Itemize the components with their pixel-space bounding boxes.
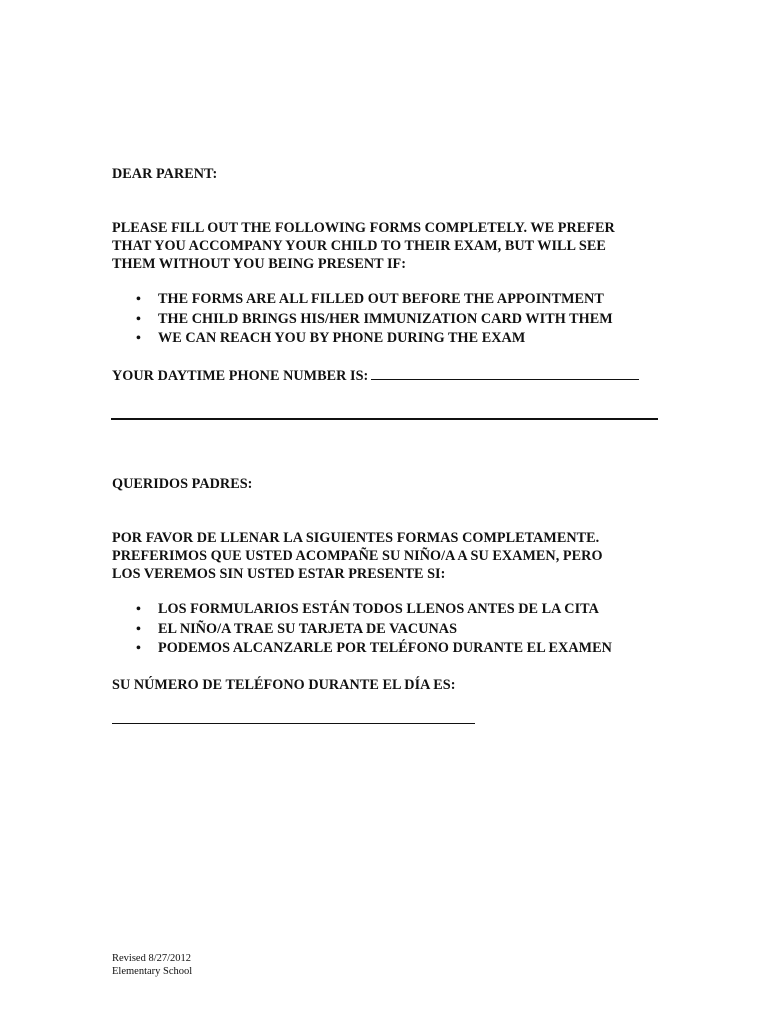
english-intro-line: PLEASE FILL OUT THE FOLLOWING FORMS COMPLETELY. WE PREFER — [112, 220, 615, 236]
english-intro-line: THEM WITHOUT YOU BEING PRESENT IF: — [112, 256, 407, 272]
list-item-text: THE CHILD BRINGS HIS/HER IMMUNIZATION CARD WITH THEM — [158, 310, 613, 327]
revision-date: Revised 8/27/2012 — [112, 953, 192, 964]
english-intro-line: THAT YOU ACCOMPANY YOUR CHILD TO THEIR EXAM, BUT WILL SEE — [112, 238, 606, 254]
list-item — [112, 290, 613, 310]
spanish-intro-line: POR FAVOR DE LLENAR LA SIGUIENTES FORMAS COMPLETAMENTE. — [112, 530, 600, 546]
spanish-intro-line: PREFERIMOS QUE USTED ACOMPAÑE SU NIÑO/A A SU EXAMEN, PERO — [112, 548, 603, 564]
list-item-text: PODEMOS ALCANZARLE POR TELÉFONO DURANTE EL EXAMEN — [158, 640, 612, 656]
spanish-conditions-list — [112, 600, 612, 659]
english-greeting: DEAR PARENT: — [112, 166, 218, 182]
list-item-text: THE FORMS ARE ALL FILLED OUT BEFORE THE APPOINTMENT — [158, 291, 604, 307]
spanish-intro — [112, 529, 672, 583]
bullet-icon: • — [136, 602, 141, 617]
bullet-icon: • — [136, 311, 141, 327]
list-item — [112, 620, 612, 640]
list-item — [112, 310, 613, 330]
spanish-phone-label: SU NÚMERO DE TELÉFONO DURANTE EL DÍA ES: — [112, 677, 456, 693]
list-item-text: LOS FORMULARIOS ESTÁN TODOS LLENOS ANTES DE LA CITA — [158, 601, 599, 617]
footer — [112, 953, 192, 978]
list-item — [112, 600, 612, 620]
english-intro — [112, 219, 672, 273]
list-item-text: WE CAN REACH YOU BY PHONE DURING THE EXAM — [158, 330, 526, 346]
english-phone-row — [112, 365, 639, 385]
list-item — [112, 329, 613, 349]
english-conditions-list — [112, 290, 613, 349]
bullet-icon: • — [136, 331, 141, 346]
phone-number-blank[interactable] — [371, 365, 639, 380]
section-divider — [111, 418, 658, 420]
english-phone-label: YOUR DAYTIME PHONE NUMBER IS: — [112, 368, 369, 384]
bullet-icon: • — [136, 292, 141, 307]
bullet-icon: • — [136, 641, 141, 656]
spanish-greeting: QUERIDOS PADRES: — [112, 476, 253, 492]
bullet-icon: • — [136, 621, 141, 637]
spanish-intro-line: LOS VEREMOS SIN USTED ESTAR PRESENTE SI: — [112, 566, 446, 582]
list-item — [112, 639, 612, 659]
list-item-text: EL NIÑO/A TRAE SU TARJETA DE VACUNAS — [158, 620, 458, 637]
school-name: Elementary School — [112, 965, 193, 977]
spanish-phone-number-blank[interactable] — [112, 723, 475, 724]
